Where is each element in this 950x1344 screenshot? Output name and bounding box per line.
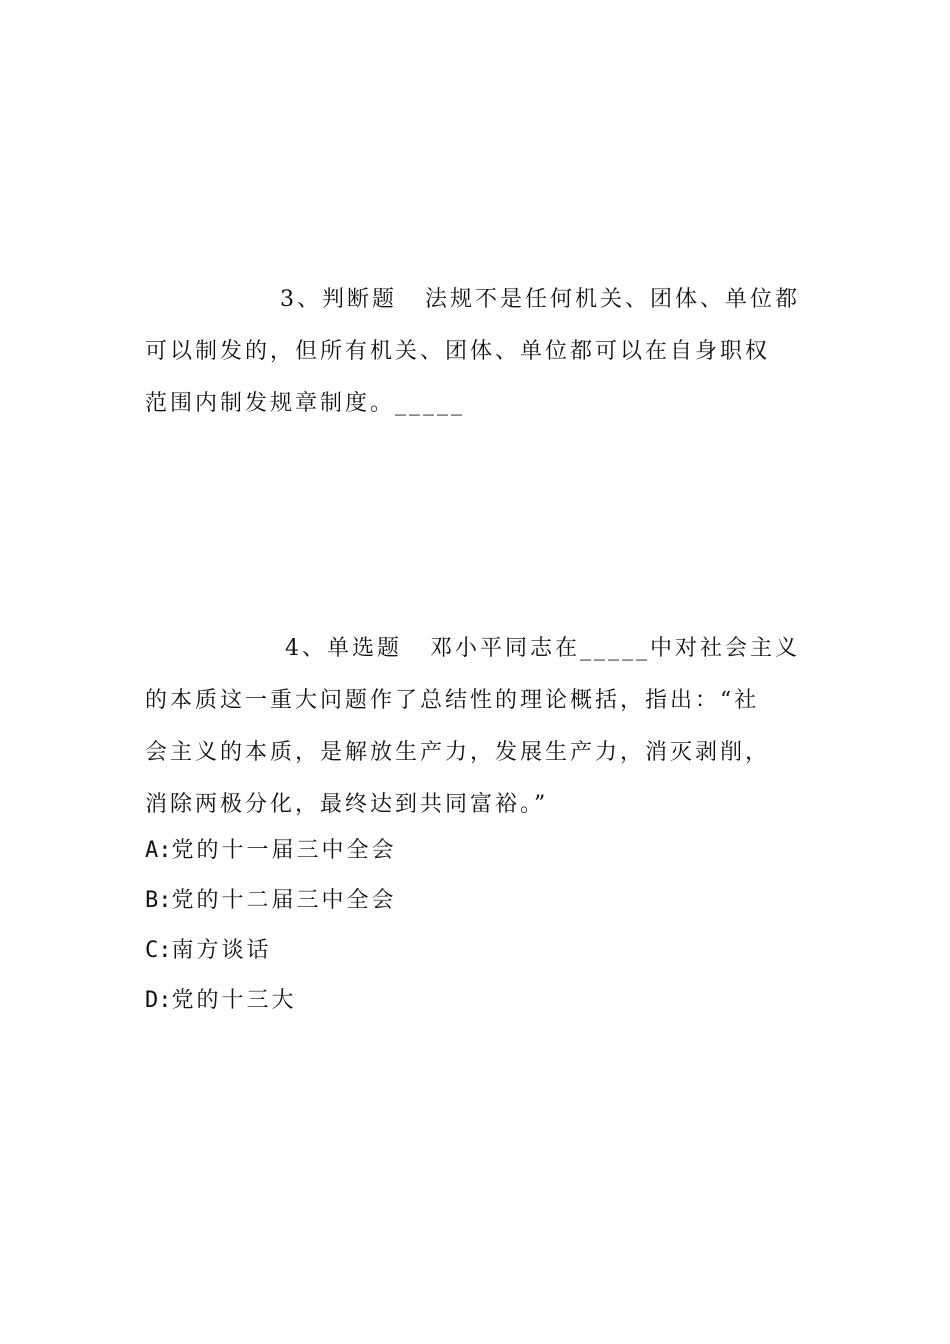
question-number: 3、 [280,287,322,312]
question-text-line: 的本质这一重大问题作了总结性的理论概括，指出：“社 [145,688,760,713]
question-text-line: 会主义的本质，是解放生产力，发展生产力，消灭剥削， [145,740,771,765]
answer-options [145,826,805,1026]
question-text-line: 可以制发的，但所有机关、团体、单位都可以在自身职权 [145,339,771,364]
option-letter: D: [145,988,172,1013]
question-header-line [145,274,805,326]
question-3 [145,274,805,430]
option-letter: B: [145,888,172,913]
option-d [145,976,805,1026]
option-text: 党的十一届三中全会 [171,838,397,863]
question-header-line [145,623,805,675]
option-a [145,826,805,876]
option-c [145,926,805,976]
option-text: 党的十三大 [171,988,297,1013]
option-b [145,876,805,926]
option-text: 南方谈话 [171,938,272,963]
question-text-line: 范围内制发规章制度。_____ [145,391,466,416]
option-text: 党的十二届三中全会 [171,888,397,913]
question-text-line: 消除两极分化，最终达到共同富裕。” [145,792,549,817]
question-text-line: 邓小平同志在_____中对社会主义 [430,636,801,661]
question-type: 单选题 [327,636,403,661]
question-type: 判断题 [322,287,398,312]
option-letter: C: [145,938,172,963]
question-text-line: 法规不是任何机关、团体、单位都 [425,287,801,312]
question-number: 4、 [285,636,327,661]
question-4 [145,623,805,831]
option-letter: A: [145,838,172,863]
